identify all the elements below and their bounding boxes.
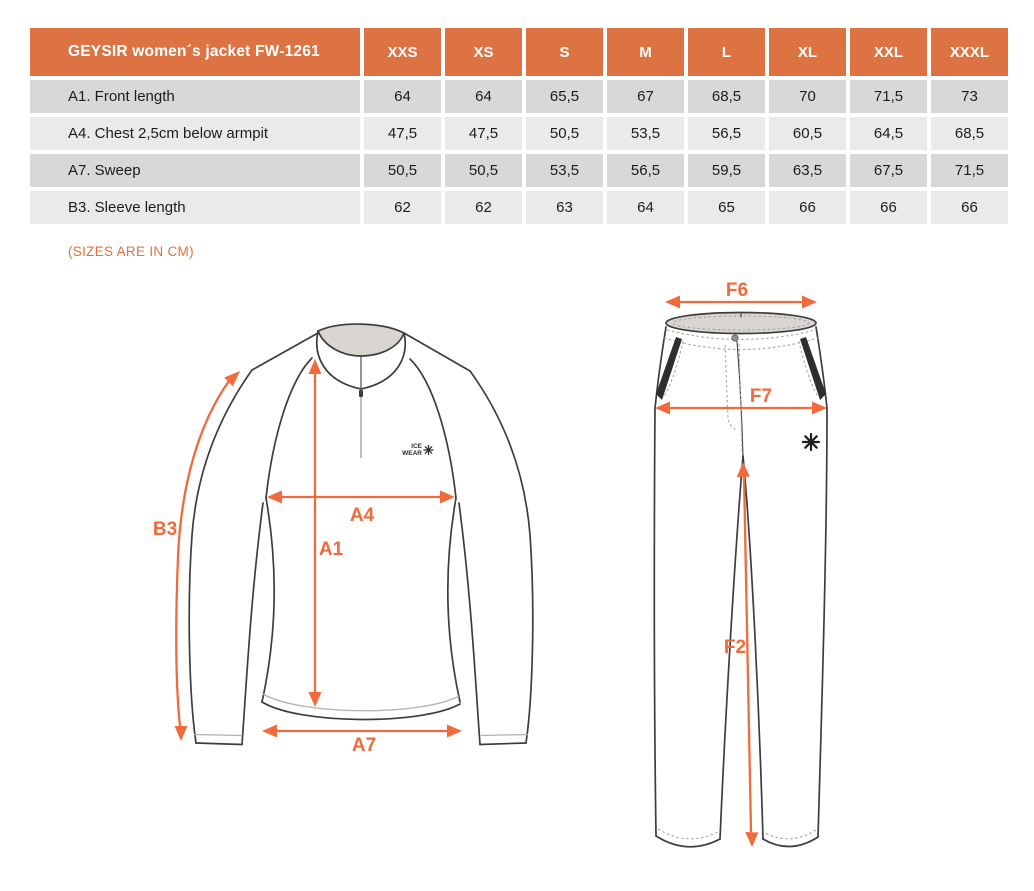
measurement-value: 71,5 [931,154,1008,187]
measurement-value: 50,5 [445,154,522,187]
a4-measure-arrow [267,491,455,504]
measurement-value: 47,5 [364,117,441,150]
size-column-header-xxl: XXL [850,28,927,76]
measurement-value: 64 [445,80,522,113]
size-chart-table [30,28,1008,224]
a4-label: A4 [349,505,375,526]
measurement-value: 71,5 [850,80,927,113]
b3-label: B3 [152,519,178,540]
a1-label: A1 [318,539,344,560]
pants-diagram [630,280,845,880]
measurement-value: 64,5 [850,117,927,150]
measurement-label: A7. Sweep [30,154,360,187]
pants-outline [654,313,827,847]
measurement-value: 50,5 [526,117,603,150]
size-column-header-m: M [607,28,684,76]
waist-button [732,335,738,341]
units-note: (SIZES ARE IN CM) [68,244,194,259]
measurement-value: 66 [850,191,927,224]
measurement-value: 64 [607,191,684,224]
measurement-value: 65,5 [526,80,603,113]
measurement-value: 47,5 [445,117,522,150]
measurement-value: 56,5 [607,154,684,187]
f7-label: F7 [749,386,773,407]
jacket-zipper [359,390,363,458]
measurement-value: 68,5 [688,80,765,113]
pants-pockets [656,337,826,400]
jacket-diagram [135,295,565,770]
measurement-value: 66 [769,191,846,224]
measurement-value: 65 [688,191,765,224]
size-chart-title: GEYSIR women´s jacket FW-1261 [30,28,360,76]
jacket-chest-logo [402,443,433,457]
measurement-value: 59,5 [688,154,765,187]
size-column-header-xl: XL [769,28,846,76]
size-column-header-xxxl: XXXL [931,28,1008,76]
measurement-label: B3. Sleeve length [30,191,360,224]
a7-label: A7 [351,735,377,756]
measurement-value: 56,5 [688,117,765,150]
a1-measure-arrow [309,359,322,707]
measurement-value: 66 [931,191,1008,224]
measurement-value: 68,5 [931,117,1008,150]
measurement-value: 63,5 [769,154,846,187]
measurement-value: 63 [526,191,603,224]
measurement-value: 64 [364,80,441,113]
measurement-value: 53,5 [607,117,684,150]
jacket-collar [317,324,405,389]
f2-label: F2 [723,637,747,658]
measurement-value: 67,5 [850,154,927,187]
measurement-value: 62 [364,191,441,224]
measurement-value: 67 [607,80,684,113]
measurement-value: 60,5 [769,117,846,150]
size-column-header-xs: XS [445,28,522,76]
size-column-header-l: L [688,28,765,76]
measurement-value: 73 [931,80,1008,113]
measurement-value: 50,5 [364,154,441,187]
size-column-header-s: S [526,28,603,76]
f6-label: F6 [725,280,749,301]
measurement-value: 53,5 [526,154,603,187]
measurement-value: 70 [769,80,846,113]
measurement-label: A4. Chest 2,5cm below armpit [30,117,360,150]
logo-text-ice: ICE [411,443,422,450]
measurement-label: A1. Front length [30,80,360,113]
snowflake-icon [424,446,433,455]
logo-text-wear: WEAR [402,450,422,457]
b3-measure-arrow [175,371,241,741]
measurement-value: 62 [445,191,522,224]
snowflake-icon [803,434,819,450]
size-column-header-xxs: XXS [364,28,441,76]
